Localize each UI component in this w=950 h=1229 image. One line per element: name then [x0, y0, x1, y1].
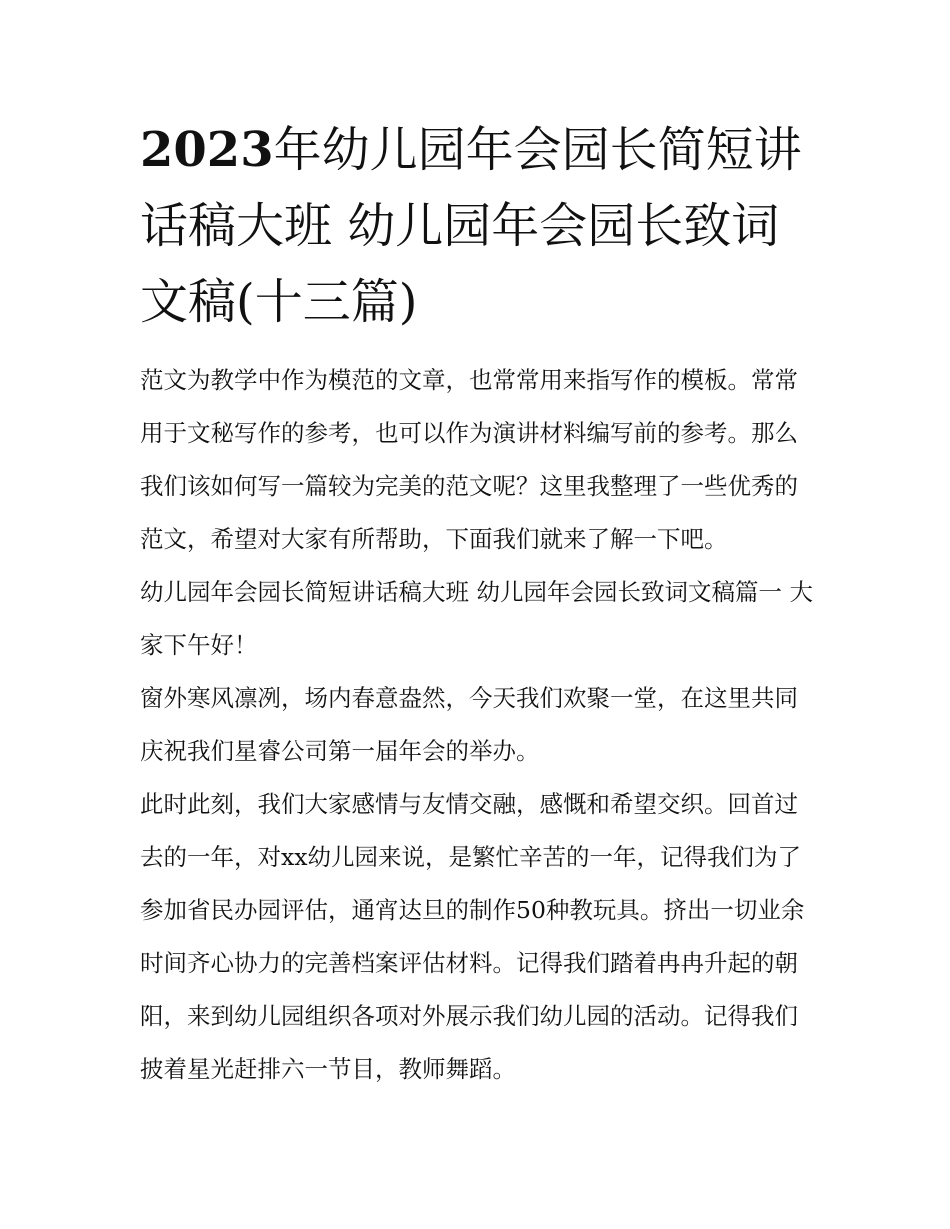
title-text: 年幼儿园年会园长简短讲话稿大班 幼儿园年会园长致词文稿(十三篇)	[140, 122, 802, 330]
intro-paragraph: 范文为教学中作为模范的文章，也常常用来指写作的模板。常常用于文秘写作的参考，也可以作为演讲材料编写前的参考。那么我们该如何写一篇较为完美的范文呢？这里我整理了一些优秀的范文，希望对大家有所帮助，下面我们就来了解一下吧。	[140, 366, 798, 553]
document-body	[140, 354, 815, 1096]
body-paragraph: 窗外寒风凛冽，场内春意盎然，今天我们欢聚一堂，在这里共同庆祝我们星睿公司第一届年会的举办。	[140, 684, 798, 765]
body-paragraph: 此时此刻，我们大家感情与友情交融，感慨和希望交织。回首过去的一年，对xx幼儿园来说，是繁忙辛苦的一年，记得我们为了参加省民办园评估，通宵达旦的制作50种教玩具。挤出一切业余时间齐心协力的完善档案评估材料。记得我们踏着冉冉升起的朝阳，来到幼儿园组织各项对外展示我们幼儿园的活动。记得我们披着星光赶排六一节目，教师舞蹈。	[140, 790, 805, 1083]
document-title	[140, 112, 815, 340]
section-heading-paragraph: 幼儿园年会园长简短讲话稿大班 幼儿园年会园长致词文稿篇一 大家下午好！	[140, 578, 813, 659]
title-year: 2023	[140, 122, 274, 178]
